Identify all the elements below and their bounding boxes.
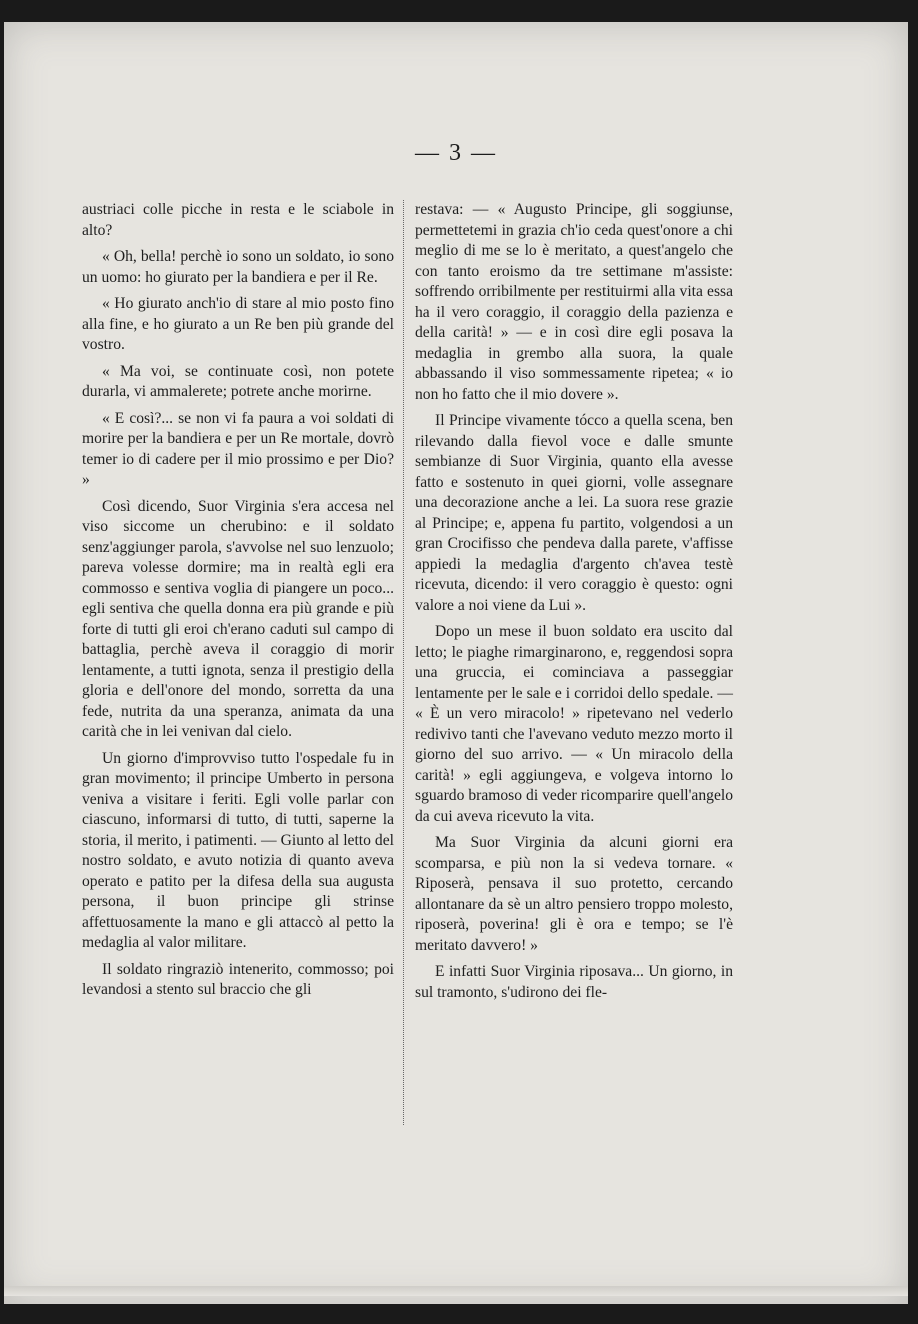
paragraph: « Oh, bella! perchè io sono un soldato, io sono un uomo: ho giurato per la bandiera e per il Re. — [82, 248, 394, 286]
paragraph: E infatti Suor Virginia riposava... Un giorno, in sul tramonto, s'udirono dei fle- — [415, 963, 733, 1001]
paragraph: « Ho giurato anch'io di stare al mio posto fino alla fine, e ho giurato a un Re ben più grande del vostro. — [82, 295, 394, 353]
paragraph: Il Principe vivamente tócco a quella scena, ben rilevando dalla fievol voce e dalle smunte sembianze di Suor Virginia, quanto ella avesse fatto e sostenuto in quei giorni, volle assegnare una decorazione anche a lei. La suora rese grazie al Principe; e, appena fu partito, volgendosi a un gran Crocifisso che pendeva dalla parete, v'affisse appiedi la medaglia d'argento ch'avea testè ricevuta, dicendo: il vero coraggio è questo: ogni valore a noi viene da Lui ». — [415, 412, 733, 614]
right-column — [415, 200, 733, 1009]
left-column — [82, 200, 394, 1007]
paragraph: Dopo un mese il buon soldato era uscito dal letto; le piaghe rimarginarono, e, reggendosi sopra una gruccia, ei cominciava a passeggiar lentamente per le sale e i corridoi dello spedale. — « È un vero miracolo! » ripetevano nel vederlo redivivo tanti che l'avevano veduto mezzo morto il giorno del suo arrivo. — « Un miracolo della carità! » egli aggiungeva, e volgeva intorno lo sguardo bramoso di veder ricomparire quell'angelo da cui aveva ricevuto la vita. — [415, 623, 733, 825]
paragraph: austriaci colle picche in resta e le sciabole in alto? — [82, 201, 394, 239]
page-bottom-edge — [4, 1286, 908, 1296]
paragraph: « E così?... se non vi fa paura a voi soldati di morire per la bandiera e per un Re mortale, dovrò temer io di cadere per il mio prossimo e per Dio? » — [82, 409, 394, 488]
paragraph: Ma Suor Virginia da alcuni giorni era scomparsa, e più non la si vedeva tornare. « Riposerà, pensava il suo protetto, cercando allontanare da sè un altro pensiero troppo molesto, riposerà, poverina! gli è ora e tempo; se l'è meritato davvero! » — [415, 834, 733, 954]
paragraph: Così dicendo, Suor Virginia s'era accesa nel viso siccome un cherubino: e il soldato senz'aggiunger parola, s'avvolse nel suo lenzuolo; pareva volesse dormire; ma in realtà egli era commosso e sentiva voglia di piangere un poco... egli sentiva che quella donna era più grande e più forte di tutti gli eroi ch'erano caduti sul campo di battaglia, perchè aveva il coraggio di morir lentamente, a tutti ignota, senza il prestigio della gloria e dell'onore del mondo, sorretta da una fede, nutrita da una speranza, animata da una carità che in lei venivan dal cielo. — [82, 497, 394, 740]
paragraph: « Ma voi, se continuate così, non potete durarla, vi ammalerete; potrete anche morirne. — [82, 362, 394, 400]
paragraph: Un giorno d'improvviso tutto l'ospedale fu in gran movimento; il principe Umberto in persona veniva a visitare i feriti. Egli volle parlar con ciascuno, informarsi di tutto, di tutti, saperne la storia, il merito, i patimenti. — Giunto al letto del nostro soldato, e avuto notizia di quanto aveva operato e patito per la difesa della sua augusta persona, il buon principe gli strinse affettuosamente la mano e gli attaccò al petto la medaglia al valor militare. — [82, 749, 394, 951]
paragraph: restava: — « Augusto Principe, gli soggiunse, permettetemi in grazia ch'io ceda quest'onore a chi meglio di me se lo è meritato, a quest'angelo che con tanto eroismo da tre settimane m'assiste: soffrendo orribilmente per restituirmi alla vita essa ha il vero coraggio, il coraggio della pazienza e della carità! » — e in così dire egli posava la medaglia in grembo alla suora, la quale abbassando il viso sommessamente ripetea; « io non ho fatto che il mio dovere ». — [415, 201, 733, 403]
page-number: — 3 — — [415, 140, 497, 166]
paragraph: Il soldato ringraziò intenerito, commosso; poi levandosi a stento sul braccio che gli — [82, 960, 394, 998]
column-divider — [403, 200, 404, 1125]
book-page — [4, 22, 908, 1304]
